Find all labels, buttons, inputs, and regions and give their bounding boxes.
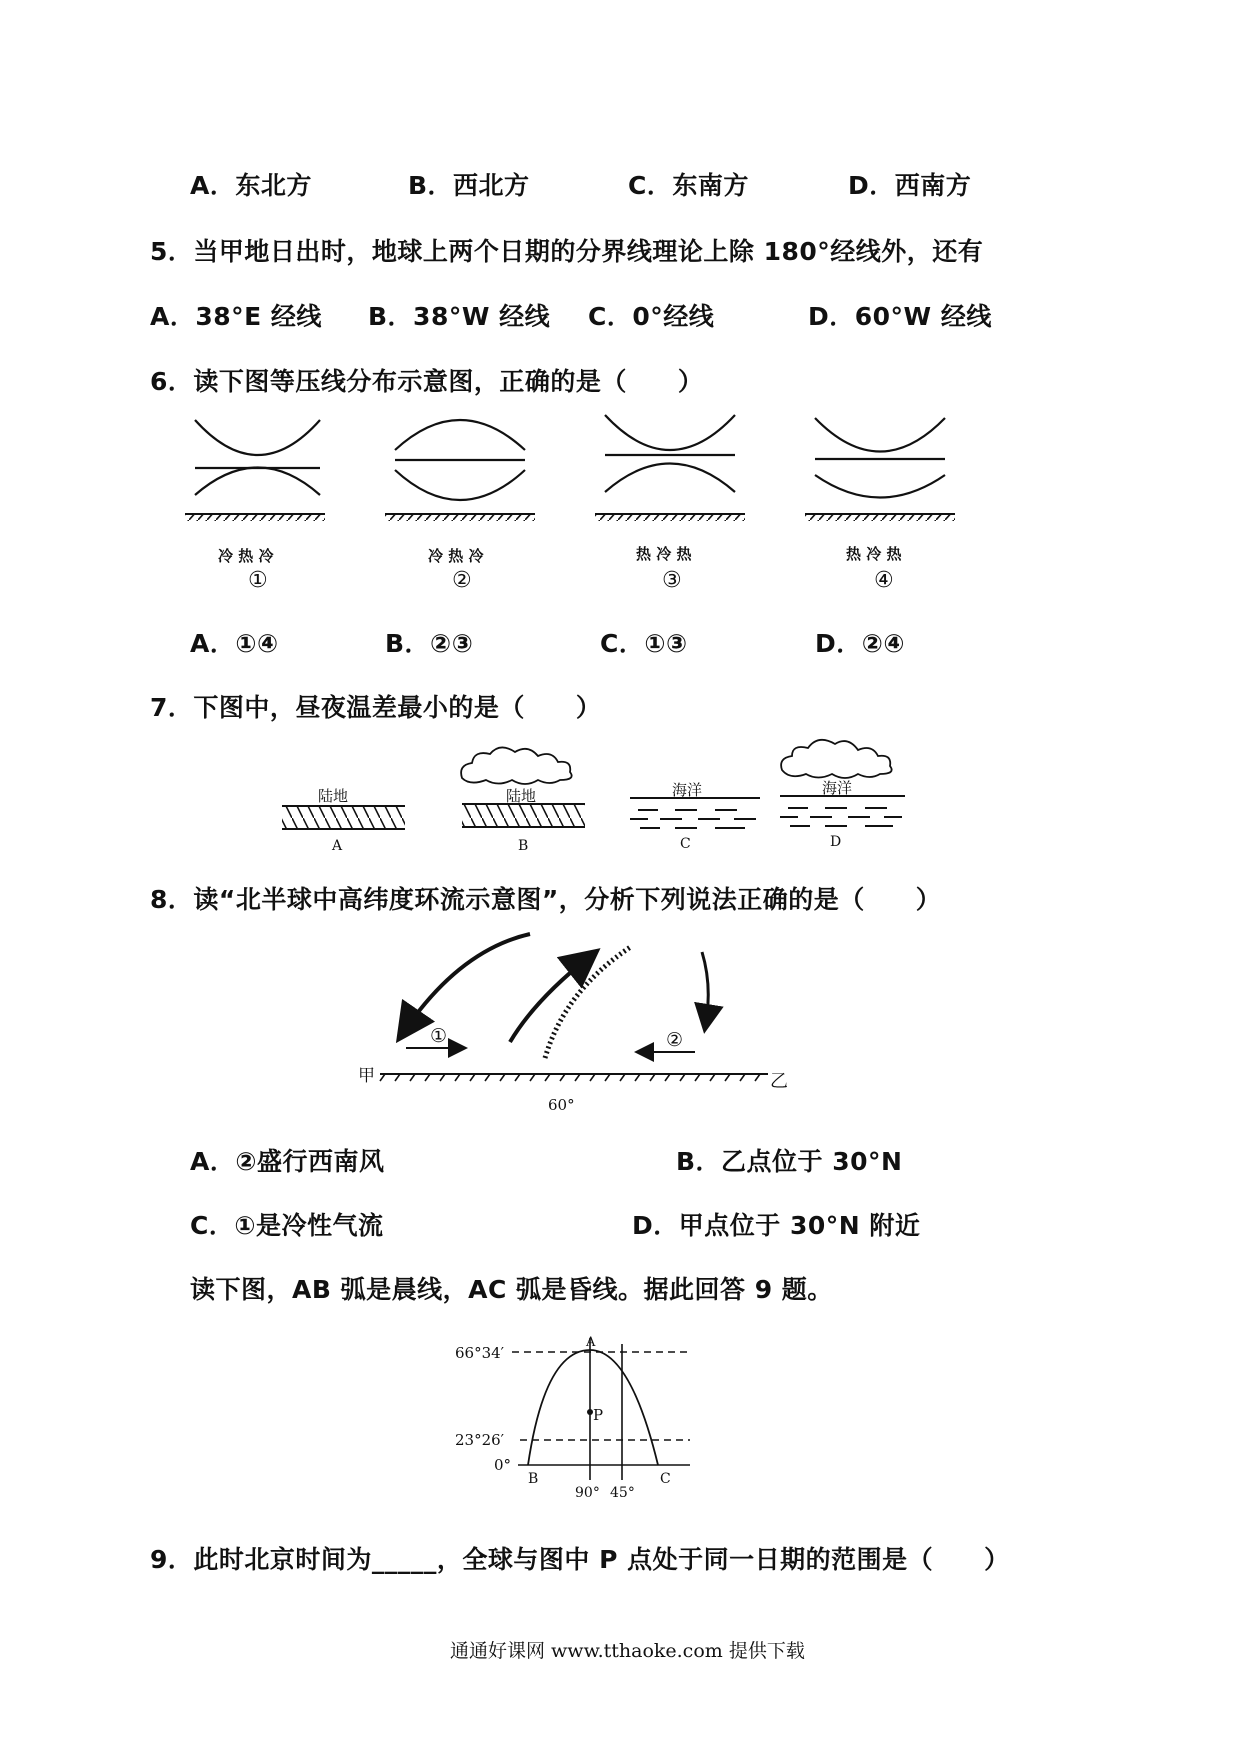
q4-option-b: B．西北方 bbox=[408, 171, 530, 200]
latitude-60: 60° bbox=[548, 1096, 575, 1114]
point-yi: 乙 bbox=[770, 1071, 788, 1092]
point-jia: 甲 bbox=[358, 1066, 375, 1086]
label-a: A bbox=[586, 1335, 596, 1350]
lat-66: 66°34′ bbox=[455, 1344, 505, 1362]
isobar-panel-1 bbox=[185, 420, 325, 521]
q5-option-a: A．38°E 经线 bbox=[150, 302, 322, 331]
q9-intro: 读下图，AB 弧是晨线，AC 弧是昏线。据此回答 9 题。 bbox=[190, 1275, 833, 1304]
label-c: C bbox=[660, 1471, 671, 1487]
label-p: P bbox=[593, 1406, 604, 1424]
panel-a-surface: 陆地 bbox=[318, 787, 349, 805]
isobar-panel-1-number: ① bbox=[248, 568, 268, 593]
q6-option-b: B．②③ bbox=[385, 629, 474, 658]
panel-c-surface: 海洋 bbox=[672, 781, 703, 799]
q5-option-d: D．60°W 经线 bbox=[808, 302, 992, 331]
lat-23: 23°26′ bbox=[455, 1431, 505, 1449]
lon-90: 90° bbox=[575, 1485, 600, 1500]
ocean-panel-c bbox=[630, 798, 760, 828]
q7-stem: 7．下图中，昼夜温差最小的是（ ） bbox=[150, 693, 602, 722]
isobar-panel-1-labels: 冷 热 冷 bbox=[218, 547, 274, 565]
isobar-panel-3-labels: 热 冷 热 bbox=[636, 545, 692, 563]
q4-option-d: D．西南方 bbox=[848, 171, 972, 200]
panel-b-surface: 陆地 bbox=[506, 787, 537, 805]
panel-b-letter: B bbox=[518, 838, 529, 854]
q5-option-c: C．0°经线 bbox=[588, 302, 715, 331]
arrow-label-1: ① bbox=[430, 1025, 448, 1047]
label-b: B bbox=[528, 1471, 539, 1487]
q8-option-b: B．乙点位于 30°N bbox=[676, 1147, 903, 1176]
terminator-diagram bbox=[450, 1330, 700, 1500]
q8-option-c: C．①是冷性气流 bbox=[190, 1211, 384, 1240]
q5-option-b: B．38°W 经线 bbox=[368, 302, 551, 331]
footer: 通通好课网 www.tthaoke.com 提供下载 bbox=[450, 1640, 805, 1662]
panel-d-surface: 海洋 bbox=[822, 779, 853, 797]
isobar-panel-4-labels: 热 冷 热 bbox=[846, 545, 902, 563]
q6-stem: 6．读下图等压线分布示意图，正确的是（ ） bbox=[150, 367, 704, 396]
q6-option-d: D．②④ bbox=[815, 629, 906, 658]
panel-c-letter: C bbox=[680, 836, 691, 852]
q5-stem: 5．当甲地日出时，地球上两个日期的分界线理论上除 180°经线外，还有 bbox=[150, 237, 984, 266]
q6-option-a: A．①④ bbox=[190, 629, 279, 658]
q6-option-c: C．①③ bbox=[600, 629, 688, 658]
q4-option-c: C．东南方 bbox=[628, 171, 749, 200]
q8-stem: 8．读“北半球中高纬度环流示意图”，分析下列说法正确的是（ ） bbox=[150, 885, 942, 914]
day-night-figures bbox=[270, 730, 910, 860]
panel-d-letter: D bbox=[830, 834, 842, 850]
isobar-figures bbox=[180, 410, 980, 530]
isobar-panel-2-number: ② bbox=[452, 568, 472, 593]
q4-option-a: A．东北方 bbox=[190, 171, 312, 200]
isobar-panel-2 bbox=[385, 420, 535, 521]
arrow-label-2: ② bbox=[666, 1029, 684, 1051]
isobar-panel-3 bbox=[595, 415, 745, 521]
cloud-icon bbox=[461, 747, 572, 784]
circulation-diagram bbox=[350, 930, 790, 1120]
q9-stem: 9．此时北京时间为_____，全球与图中 P 点处于同一日期的范围是（ ） bbox=[150, 1545, 1010, 1574]
q8-option-a: A．②盛行西南风 bbox=[190, 1147, 385, 1176]
cloud-icon bbox=[781, 740, 892, 778]
isobar-panel-3-number: ③ bbox=[662, 568, 682, 593]
isobar-panel-4 bbox=[805, 418, 955, 521]
land-panel-a bbox=[282, 806, 405, 829]
panel-a-letter: A bbox=[332, 838, 343, 854]
lon-45: 45° bbox=[610, 1485, 635, 1500]
q8-option-d: D．甲点位于 30°N 附近 bbox=[632, 1211, 921, 1240]
isobar-panel-2-labels: 冷 热 冷 bbox=[428, 547, 484, 565]
isobar-panel-4-number: ④ bbox=[874, 568, 894, 593]
lat-0: 0° bbox=[494, 1456, 512, 1474]
